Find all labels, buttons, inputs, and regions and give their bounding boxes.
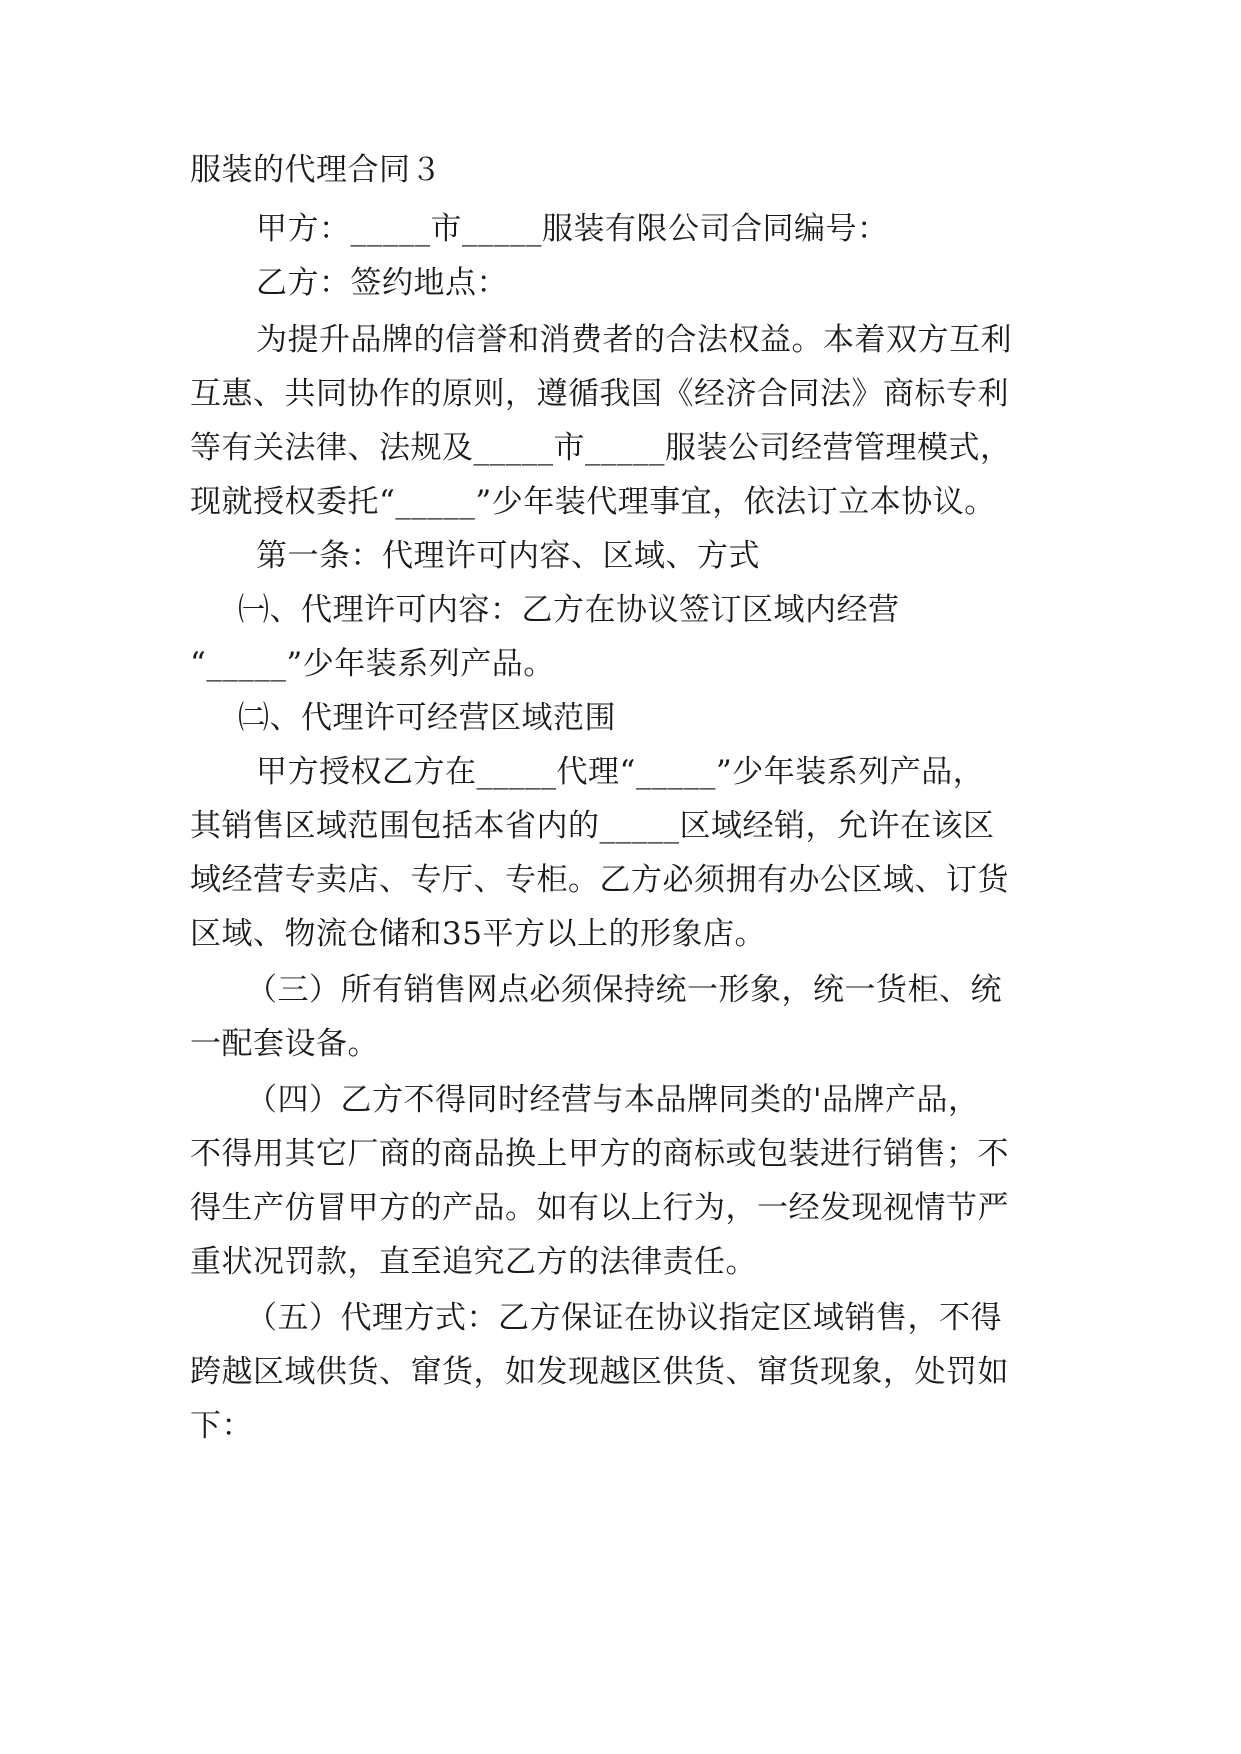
paragraph-line: 现就授权委托“_____”少年装代理事宜，依法订立本协议。: [190, 484, 996, 520]
clause-line: ㈠、代理许可内容：乙方在协议签订区域内经营: [238, 592, 900, 628]
clause-line: 重状况罚款，直至追究乙方的法律责任。: [190, 1244, 757, 1280]
clause-line: 跨越区域供货、窜货，如发现越区供货、窜货现象，处罚如: [190, 1354, 1009, 1390]
clause-line: “_____”少年装系列产品。: [190, 646, 555, 682]
clause-line: （三）所有销售网点必须保持统一形象，统一货柜、统: [246, 972, 1002, 1008]
clause-line: （四）乙方不得同时经营与本品牌同类的'品牌产品，: [246, 1082, 980, 1118]
clause-heading: ㈡、代理许可经营区域范围: [238, 700, 616, 736]
article-heading: 第一条：代理许可内容、区域、方式: [256, 538, 760, 574]
party-a-line: 甲方：_____市_____服装有限公司合同编号：: [256, 211, 889, 247]
paragraph-line: 域经营专卖店、专厅、专柜。乙方必须拥有办公区域、订货: [190, 862, 1009, 898]
clause-line: 不得用其它厂商的商品换上甲方的商标或包装进行销售；不: [190, 1136, 1009, 1172]
document-title: 服装的代理合同３: [190, 152, 442, 188]
clause-line: 得生产仿冒甲方的产品。如有以上行为，一经发现视情节严: [190, 1190, 1009, 1226]
paragraph-line: 为提升品牌的信誉和消费者的合法权益。本着双方互利: [256, 322, 1012, 358]
clause-line: （五）代理方式：乙方保证在协议指定区域销售，不得: [246, 1300, 1002, 1336]
paragraph-line: 等有关法律、法规及_____市_____服装公司经营管理模式，: [190, 430, 1012, 466]
paragraph-line: 区域、物流仓储和35平方以上的形象店。: [190, 916, 766, 952]
clause-line: 下：: [190, 1408, 253, 1444]
paragraph-line: 其销售区域范围包括本省内的_____区域经销，允许在该区: [190, 808, 995, 844]
paragraph-line: 互惠、共同协作的原则，遵循我国《经济合同法》商标专利: [190, 376, 1009, 412]
clause-line: 一配套设备。: [190, 1026, 379, 1062]
party-b-line: 乙方：签约地点：: [256, 265, 508, 301]
paragraph-line: 甲方授权乙方在_____代理“_____”少年装系列产品，: [256, 754, 985, 790]
